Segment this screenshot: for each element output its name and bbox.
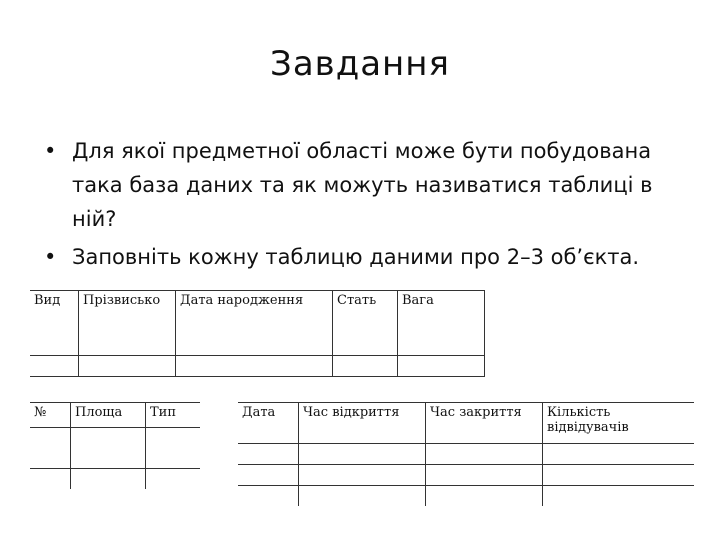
bullet-text: Заповніть кожну таблицю даними про 2–3 об’єкта. (72, 245, 640, 269)
table-row (238, 465, 694, 486)
table-header-cell: Дата народження (176, 291, 333, 356)
bullet-list (44, 134, 694, 274)
bullet-icon: • (44, 245, 57, 269)
table-row (238, 486, 694, 507)
table-cell[interactable] (333, 356, 398, 377)
bullet-text: Для якої предметної області може бути побудована така база даних та як можуть називатися таблиці в ній? (72, 139, 653, 231)
table-header-cell: Вид (30, 291, 79, 356)
table-cell[interactable] (299, 465, 426, 486)
table-cell[interactable] (543, 444, 695, 465)
table-cell[interactable] (543, 465, 695, 486)
bullet-icon: • (44, 139, 57, 163)
table-row (30, 469, 200, 490)
table-header-cell: Тип (146, 403, 201, 428)
table-cell[interactable] (238, 444, 299, 465)
table-header-cell: Прізвисько (79, 291, 176, 356)
bullet-item-question (44, 134, 694, 236)
table-header-cell: Дата (238, 403, 299, 444)
table-cell[interactable] (299, 444, 426, 465)
table-cell[interactable] (146, 428, 201, 469)
table-cell[interactable] (30, 428, 71, 469)
table-cell[interactable] (71, 428, 146, 469)
table-cell[interactable] (30, 469, 71, 490)
table-row (238, 444, 694, 465)
table-cell[interactable] (543, 486, 695, 507)
table-cell[interactable] (426, 486, 543, 507)
table-header-row (238, 403, 694, 444)
table-cell[interactable] (398, 356, 485, 377)
table-cell[interactable] (238, 465, 299, 486)
table-cell[interactable] (79, 356, 176, 377)
table-header-row (30, 291, 485, 356)
animals-table (30, 290, 485, 377)
table-header-cell: Кількість відвідувачів (543, 403, 695, 444)
table-header-cell: Час закриття (426, 403, 543, 444)
table-row (30, 428, 200, 469)
table-header-cell: Час відкриття (299, 403, 426, 444)
table-header-cell: Стать (333, 291, 398, 356)
table-cell[interactable] (71, 469, 146, 490)
enclosures-table (30, 402, 200, 489)
table-row (30, 356, 485, 377)
table-cell[interactable] (426, 444, 543, 465)
table-header-row (30, 403, 200, 428)
slide-title: Завдання (270, 44, 450, 84)
table-cell[interactable] (30, 356, 79, 377)
table-cell[interactable] (176, 356, 333, 377)
table-cell[interactable] (238, 486, 299, 507)
table-header-cell: Площа (71, 403, 146, 428)
table-header-cell: № (30, 403, 71, 428)
table-cell[interactable] (299, 486, 426, 507)
visits-table (238, 402, 694, 506)
bullet-item-task (44, 240, 694, 274)
table-header-cell: Вага (398, 291, 485, 356)
table-cell[interactable] (146, 469, 201, 490)
table-cell[interactable] (426, 465, 543, 486)
